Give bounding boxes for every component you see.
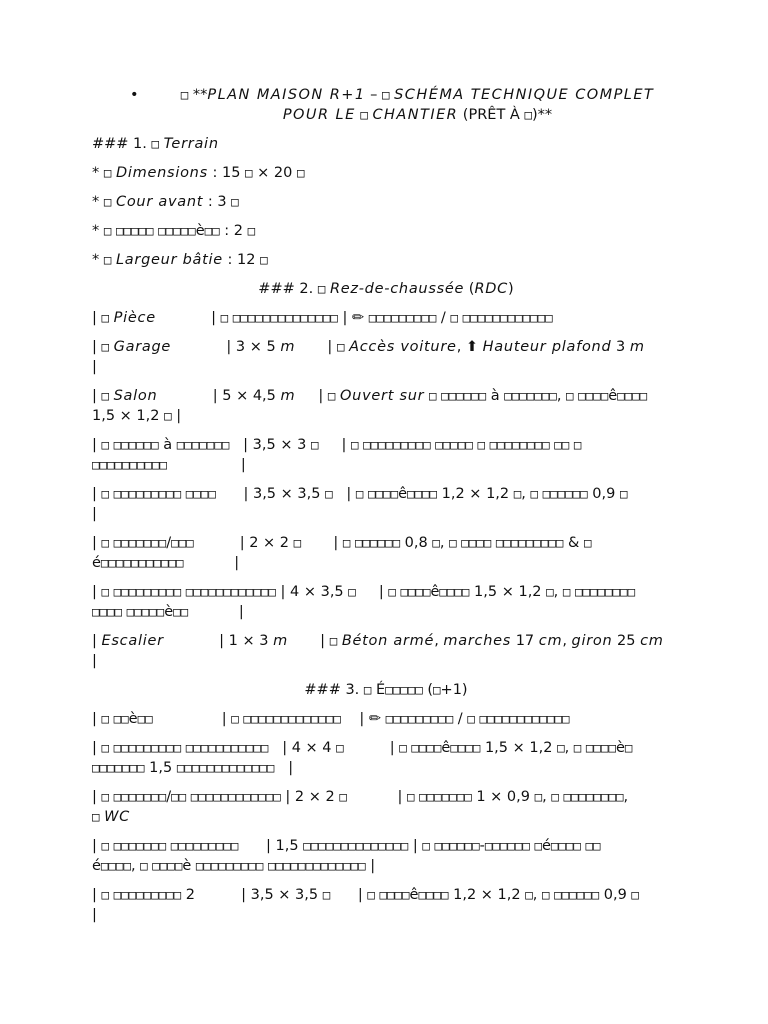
missing-glyph: □	[180, 87, 189, 102]
missing-glyph: □	[293, 535, 302, 550]
text-run: 1,5 × 1,2 □ |	[92, 408, 182, 424]
missing-glyph: □□□□□□□	[113, 838, 167, 853]
missing-glyph: □	[325, 486, 333, 501]
text-run: □ **	[180, 87, 208, 103]
text-run: ,	[562, 633, 572, 649]
text-run: 25	[612, 633, 641, 649]
text-run: | □ □□□□□□□□□ □□□□□□□□□□□ | 4 × 4 □ | □ □□□□ê□□□□ 1,5 × 1,2 □, □ □□□□è□	[92, 740, 633, 756]
italic-text-run: PLAN MAISON R+1	[207, 87, 366, 103]
table-row-line	[92, 905, 680, 925]
missing-glyph: □□□□□	[115, 223, 154, 238]
text-run: | □ □□□□□□□/□□ □□□□□□□□□□□□ | 2 × 2 □ | □ □□□□□□□ 1 × 0,9 □, □ □□□□□□□□,	[92, 789, 629, 805]
missing-glyph: □□□□□□□□	[489, 437, 550, 452]
missing-glyph: □	[477, 437, 485, 452]
table-row	[92, 484, 680, 524]
missing-glyph: □	[363, 682, 372, 697]
title-line	[155, 105, 680, 125]
missing-glyph: □	[245, 165, 253, 180]
missing-glyph: □□	[554, 437, 570, 452]
table-row-line	[92, 435, 680, 455]
missing-glyph: □□	[204, 223, 220, 238]
missing-glyph: □	[101, 437, 110, 452]
missing-glyph: □	[101, 887, 110, 902]
missing-glyph: □	[103, 223, 112, 238]
table-row-line	[92, 787, 680, 807]
table-row-line	[92, 582, 680, 602]
italic-text-run: Ouvert sur	[340, 388, 425, 404]
missing-glyph: □	[327, 388, 336, 403]
missing-glyph: □	[631, 887, 639, 902]
text-run: | □ □□□□□□□□□ 2 | 3,5 × 3,5 □ | □ □□□□ê□□□□ 1,2 × 1,2 □, □ □□□□□□ 0,9 □	[92, 887, 639, 903]
missing-glyph: □	[624, 740, 633, 755]
text-run: | □ □□è□□ | □ □□□□□□□□□□□□□ | ✏ □□□□□□□□□ / □ □□□□□□□□□□□□	[92, 711, 570, 727]
italic-text-run: Cour avant	[115, 194, 204, 210]
missing-glyph: □	[360, 107, 368, 122]
table-row-line	[92, 885, 680, 905]
italic-text-run: RDC	[474, 281, 509, 297]
missing-glyph: □	[407, 789, 415, 804]
table-row-line	[92, 758, 680, 778]
missing-glyph: □□□□□□□□	[575, 584, 636, 599]
table-row-line	[92, 484, 680, 504]
missing-glyph: □	[541, 887, 550, 902]
missing-glyph: □	[297, 165, 305, 180]
table-header-row	[92, 709, 680, 729]
missing-glyph: □□□□	[185, 486, 216, 501]
missing-glyph: □□□□□□□□□	[113, 740, 182, 755]
missing-glyph: □	[399, 740, 407, 755]
missing-glyph: □□□□□□□□□□□□	[190, 789, 281, 804]
missing-glyph: □□□□□□	[542, 486, 588, 501]
terrain-item-largeur	[92, 250, 680, 270]
section-heading-terrain	[92, 134, 680, 154]
missing-glyph: □□□□□□□	[92, 760, 145, 775]
missing-glyph: □	[317, 281, 326, 296]
missing-glyph: □□□□	[407, 486, 438, 501]
missing-glyph: □□□□	[450, 740, 481, 755]
section-heading-rdc	[92, 279, 680, 299]
text-run	[356, 107, 373, 123]
italic-text-run: m	[273, 633, 288, 649]
missing-glyph: □□□□	[411, 740, 442, 755]
missing-glyph: □□□□□□□□□□□□	[479, 711, 570, 726]
missing-glyph: □	[551, 789, 559, 804]
missing-glyph: □	[101, 789, 110, 804]
text-run	[92, 809, 104, 825]
document-body	[92, 85, 680, 934]
missing-glyph: □□□□□	[435, 437, 473, 452]
table-row-line	[92, 651, 680, 671]
missing-glyph: □	[322, 887, 331, 902]
italic-text-run: cm	[640, 633, 664, 649]
text-run: □□□□□□□□□□ |	[92, 457, 246, 473]
missing-glyph: □	[220, 310, 229, 325]
italic-text-run: Rez-de-chaussée	[329, 281, 465, 297]
text-run: |	[92, 907, 97, 923]
italic-text-run: Terrain	[163, 136, 219, 152]
text-run: ,	[434, 633, 444, 649]
italic-text-run: Pièce	[113, 310, 156, 326]
missing-glyph: □□□□□□□□□□□□□□	[303, 838, 409, 853]
italic-text-run: cm	[538, 633, 563, 649]
missing-glyph: □	[101, 535, 110, 550]
missing-glyph: □□□□□	[385, 682, 423, 697]
text-run: * □	[92, 252, 112, 268]
text-run: | □ □□□□□□□□□ □□□□ | 3,5 × 3,5 □ | □ □□□□ê□□□□ 1,2 × 1,2 □, □ □□□□□□ 0,9 □	[92, 486, 628, 502]
italic-text-run: m	[280, 388, 296, 404]
text-run: | 1 × 3	[163, 633, 274, 649]
list-item-line	[92, 250, 680, 270]
missing-glyph: □	[525, 887, 533, 902]
missing-glyph: □□□□□	[126, 604, 165, 619]
text-run: : 15 □ × 20 □	[207, 165, 305, 181]
text-run: | □ □□□□□□□/□□□ | 2 × 2 □ | □ □□□□□□ 0,8 □, □ □□□□ □□□□□□□□□ & □	[92, 535, 592, 551]
table-row-line	[92, 631, 680, 651]
missing-glyph: □□□□□□□□□	[363, 437, 431, 452]
missing-glyph: □	[164, 408, 172, 423]
missing-glyph: □	[101, 486, 110, 501]
missing-glyph: □□□□□□□□□□□	[185, 740, 269, 755]
missing-glyph: □	[422, 838, 430, 853]
missing-glyph: □	[449, 535, 457, 550]
table-row-line	[92, 738, 680, 758]
missing-glyph: □□□□	[550, 838, 581, 853]
missing-glyph: □	[101, 838, 110, 853]
table-row	[92, 787, 680, 827]
missing-glyph: □	[467, 711, 475, 726]
text-run: | □ □□□□□□□□□ □□□□□□□□□□□□ | 4 × 3,5 □ | □ □□□□ê□□□□ 1,5 × 1,2 □, □ □□□□□□□□	[92, 584, 636, 600]
missing-glyph: □□□□□□□	[176, 437, 230, 452]
italic-text-run: SCHÉMA TECHNIQUE COMPLET	[394, 87, 655, 103]
italic-text-run: Escalier	[101, 633, 164, 649]
missing-glyph: □□□□□□□□□	[195, 858, 264, 873]
missing-glyph: □□□	[171, 535, 194, 550]
missing-glyph: □	[573, 740, 582, 755]
missing-glyph: □	[524, 107, 532, 122]
missing-glyph: □□□□□□□□□□□□□□	[232, 310, 338, 325]
missing-glyph: □□□□□□	[113, 437, 159, 452]
missing-glyph: □	[329, 633, 338, 648]
missing-glyph: □	[310, 437, 319, 452]
text-run: * □	[92, 165, 112, 181]
text-run: : 12 □	[222, 252, 268, 268]
title-line	[155, 85, 680, 105]
missing-glyph: □	[566, 388, 574, 403]
text-run: 3	[611, 339, 630, 355]
text-run: – □	[365, 87, 390, 103]
missing-glyph: □□□□□□□□□□□□□	[243, 711, 341, 726]
missing-glyph: □□□□□□	[441, 388, 487, 403]
table-row-line	[92, 357, 680, 377]
list-bullet: •	[130, 87, 139, 103]
text-run: | □	[295, 388, 336, 404]
table-row-line	[92, 455, 680, 475]
missing-glyph: □	[355, 486, 364, 501]
missing-glyph: □□□□□□	[554, 887, 600, 902]
missing-glyph: □□□□	[418, 887, 449, 902]
italic-text-run: Accès voiture	[349, 339, 457, 355]
text-run: | □	[287, 633, 338, 649]
missing-glyph: □□□□□□□□□□□□□	[268, 858, 366, 873]
italic-text-run: marches	[443, 633, 512, 649]
missing-glyph: □□□□	[92, 604, 123, 619]
italic-text-run: Béton armé	[341, 633, 435, 649]
missing-glyph: □	[101, 740, 110, 755]
missing-glyph: □	[336, 339, 345, 354]
missing-glyph: □□□□□□□□□	[368, 310, 437, 325]
table-row-line	[92, 533, 680, 553]
text-run: : 3 □	[203, 194, 239, 210]
missing-glyph: □□□□□□□□□□□□	[185, 584, 276, 599]
text-run: |	[92, 633, 102, 649]
missing-glyph: □□□□□□□□□	[170, 838, 239, 853]
missing-glyph: □	[336, 740, 344, 755]
table-row-line	[92, 602, 680, 622]
table-row	[92, 738, 680, 778]
missing-glyph: □	[562, 584, 571, 599]
text-run: ### 2. □	[258, 281, 326, 297]
missing-glyph: □□	[171, 789, 187, 804]
text-run: | 5 × 4,5	[157, 388, 281, 404]
italic-text-run: Dimensions	[115, 165, 208, 181]
table-row	[92, 582, 680, 622]
table-row-line	[92, 504, 680, 524]
italic-text-run: Salon	[113, 388, 158, 404]
text-run: 17	[511, 633, 539, 649]
missing-glyph: □	[101, 310, 110, 325]
missing-glyph: □	[546, 584, 554, 599]
missing-glyph: □□□□□□□□□	[113, 584, 182, 599]
text-run: ### 3. □ É□□□□□ (□+1)	[304, 682, 468, 698]
table-row	[92, 533, 680, 573]
italic-text-run: m	[280, 339, 296, 355]
italic-text-run: CHANTIER	[372, 107, 459, 123]
text-run: | □	[92, 339, 110, 355]
missing-glyph: □	[619, 486, 628, 501]
text-run: * □ □□□□□ □□□□□è□□ : 2 □	[92, 223, 256, 239]
terrain-item-dimensions	[92, 163, 680, 183]
missing-glyph: □□□□□□□□□	[495, 535, 564, 550]
text-run: é□□□□, □ □□□□è □□□□□□□□□ □□□□□□□□□□□□□ |	[92, 858, 376, 874]
text-run: (	[464, 281, 475, 297]
missing-glyph: □□□□	[152, 858, 183, 873]
list-item-line	[92, 221, 680, 241]
table-row-salon	[92, 386, 680, 426]
missing-glyph: □	[103, 165, 112, 180]
missing-glyph: □	[231, 711, 239, 726]
italic-text-run: Garage	[113, 339, 172, 355]
table-row-escalier	[92, 631, 680, 671]
missing-glyph: □□□□□□□□□□□	[100, 555, 184, 570]
text-run: □□□□ □□□□□è□□ |	[92, 604, 244, 620]
text-run: |	[92, 506, 97, 522]
table-row-line	[92, 836, 680, 856]
text-run: * □	[92, 194, 112, 210]
text-run: | □	[295, 339, 345, 355]
text-run: □ □□□□□□ à □□□□□□□, □ □□□□ê□□□□	[428, 388, 648, 404]
missing-glyph: □□	[173, 604, 189, 619]
missing-glyph: □	[450, 310, 458, 325]
table-row-line	[92, 807, 680, 827]
table-row-line	[92, 856, 680, 876]
document-title	[92, 85, 680, 125]
missing-glyph: □□□□	[617, 388, 648, 403]
italic-text-run: giron	[571, 633, 613, 649]
missing-glyph: □□□□	[379, 887, 410, 902]
missing-glyph: □□	[137, 711, 153, 726]
missing-glyph: □	[103, 194, 112, 209]
missing-glyph: □□□□	[439, 584, 470, 599]
missing-glyph: □□□□□□□□□	[113, 486, 182, 501]
text-run: | □ □□□□□□□ □□□□□□□□□ | 1,5 □□□□□□□□□□□□□□ | □ □□□□□□-□□□□□□ □é□□□□ □□	[92, 838, 601, 854]
missing-glyph: □	[342, 535, 351, 550]
missing-glyph: □	[534, 838, 542, 853]
missing-glyph: □□□□□□□□□□□□	[462, 310, 553, 325]
missing-glyph: □	[388, 584, 396, 599]
missing-glyph: □	[101, 584, 110, 599]
text-run: | □ □□□□□□□□□□□□□□ | ✏ □□□□□□□□□ / □ □□□□□□□□□□□□	[155, 310, 553, 326]
text-run: | □	[92, 310, 110, 326]
missing-glyph: □□	[585, 838, 601, 853]
missing-glyph: □□□□□□□	[504, 388, 557, 403]
section-heading-etage	[92, 680, 680, 700]
table-header-row	[92, 308, 680, 328]
missing-glyph: □□□□□□	[434, 838, 480, 853]
missing-glyph: □	[101, 388, 110, 403]
missing-glyph: □□□□	[578, 388, 609, 403]
missing-glyph: □	[433, 682, 441, 697]
missing-glyph: □	[530, 486, 538, 501]
missing-glyph: □□□□□□□□□□□□□	[176, 760, 275, 775]
text-run: | 3 × 5	[171, 339, 281, 355]
missing-glyph: □	[92, 809, 100, 824]
missing-glyph: □	[513, 486, 522, 501]
table-row-line	[92, 337, 680, 357]
missing-glyph: □□□□□□□	[113, 789, 167, 804]
missing-glyph: □	[101, 339, 110, 354]
missing-glyph: □	[247, 223, 256, 238]
missing-glyph: □	[348, 584, 356, 599]
italic-text-run: WC	[104, 809, 131, 825]
missing-glyph: □□□□	[461, 535, 492, 550]
text-run: (PRÊT À □)**	[458, 107, 553, 123]
heading-line	[92, 680, 680, 700]
missing-glyph: □□□□□□□	[113, 535, 167, 550]
missing-glyph: □	[573, 437, 582, 452]
text-run: □□□□□□□ 1,5 □□□□□□□□□□□□□ |	[92, 760, 294, 776]
text-run: |	[92, 653, 97, 669]
terrain-item-cour-avant	[92, 192, 680, 212]
missing-glyph: □	[382, 87, 390, 102]
table-row	[92, 885, 680, 925]
table-row	[92, 435, 680, 475]
missing-glyph: □□□□	[100, 858, 131, 873]
missing-glyph: □	[151, 136, 160, 151]
text-run: , ⬆	[456, 339, 483, 355]
missing-glyph: □	[101, 711, 110, 726]
missing-glyph: □	[351, 437, 359, 452]
table-row-line	[92, 386, 680, 406]
text-run: | □ □□□□□□ à □□□□□□□ | 3,5 × 3 □ | □ □□□□□□□□□ □□□□□ □ □□□□□□□□ □□ □	[92, 437, 582, 453]
terrain-item-marge	[92, 221, 680, 241]
missing-glyph: □	[557, 740, 565, 755]
table-row-line	[92, 406, 680, 426]
heading-line	[92, 134, 680, 154]
table-row-line	[92, 308, 680, 328]
table-row-line	[92, 709, 680, 729]
missing-glyph: □□□□	[368, 486, 399, 501]
missing-glyph: □□□□□□	[484, 838, 530, 853]
italic-text-run: POUR LE	[282, 107, 356, 123]
missing-glyph: □□□□□	[158, 223, 196, 238]
italic-text-run: m	[629, 339, 645, 355]
italic-text-run: Hauteur plafond	[482, 339, 612, 355]
missing-glyph: □	[140, 858, 148, 873]
italic-text-run: Largeur bâtie	[115, 252, 223, 268]
missing-glyph: □□□□	[400, 584, 431, 599]
missing-glyph: □□□□□□□□	[563, 789, 624, 804]
missing-glyph: □	[103, 252, 112, 267]
missing-glyph: □	[583, 535, 592, 550]
list-item-line	[92, 163, 680, 183]
missing-glyph: □□□□□□□□□	[385, 711, 454, 726]
missing-glyph: □□□□□□□□□□	[92, 457, 168, 472]
missing-glyph: □	[428, 388, 437, 403]
missing-glyph: □	[231, 194, 239, 209]
text-run: ### 1. □	[92, 136, 160, 152]
heading-line	[92, 279, 680, 299]
missing-glyph: □□□□□□	[355, 535, 401, 550]
missing-glyph: □	[339, 789, 347, 804]
missing-glyph: □□□□□□□□□	[113, 887, 182, 902]
missing-glyph: □□□□□□□	[419, 789, 472, 804]
text-run: | □	[92, 388, 110, 404]
missing-glyph: □	[367, 887, 375, 902]
missing-glyph: □□	[113, 711, 129, 726]
list-item-line	[92, 192, 680, 212]
missing-glyph: □□□□	[585, 740, 616, 755]
missing-glyph: □	[432, 535, 440, 550]
table-row-garage	[92, 337, 680, 377]
text-run: é□□□□□□□□□□□ |	[92, 555, 240, 571]
text-run: |	[92, 359, 97, 375]
table-row	[92, 836, 680, 876]
text-run: )	[508, 281, 514, 297]
table-row-line	[92, 553, 680, 573]
missing-glyph: □	[534, 789, 543, 804]
missing-glyph: □	[260, 252, 268, 267]
